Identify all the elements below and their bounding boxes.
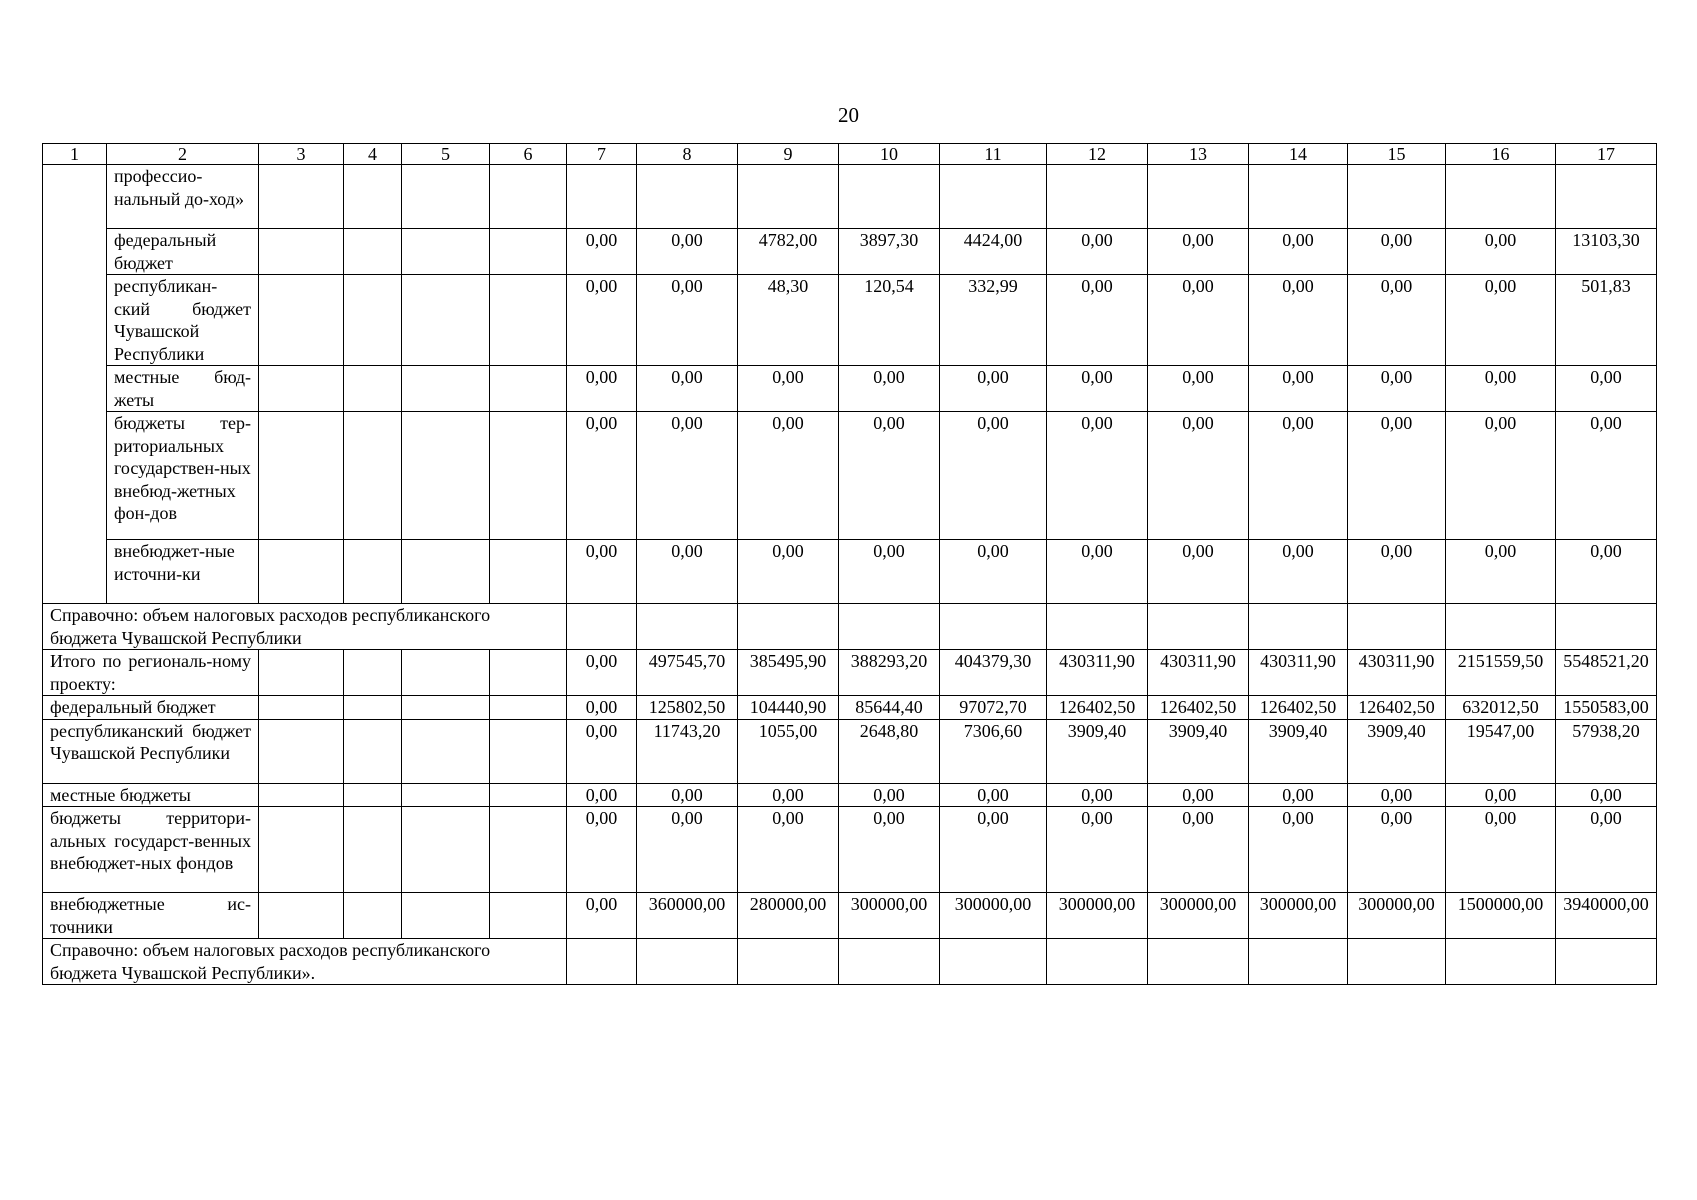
value-cell: 0,00: [1348, 366, 1446, 412]
value-cell: 0,00: [1148, 807, 1249, 893]
value-cell: 0,00: [1348, 783, 1446, 807]
value-cell: 0,00: [567, 783, 637, 807]
value-cell: 300000,00: [1047, 893, 1148, 939]
value-cell: 0,00: [1249, 229, 1348, 275]
empty-cell: [344, 696, 402, 720]
empty-cell: [1446, 165, 1556, 229]
value-cell: 0,00: [567, 893, 637, 939]
column-header: 2: [107, 144, 259, 165]
column-header: 6: [490, 144, 567, 165]
empty-cell: [1556, 604, 1657, 650]
empty-cell: [259, 540, 344, 604]
row-label: республикан-ский бюджет Чувашской Республики: [107, 275, 259, 366]
value-cell: 332,99: [940, 275, 1047, 366]
value-cell: 48,30: [738, 275, 839, 366]
column-header: 15: [1348, 144, 1446, 165]
empty-cell: [839, 604, 940, 650]
value-cell: 0,00: [839, 366, 940, 412]
empty-cell: [567, 604, 637, 650]
empty-cell: [402, 783, 490, 807]
value-cell: 0,00: [839, 412, 940, 540]
empty-cell: [738, 604, 839, 650]
value-cell: 3940000,00: [1556, 893, 1657, 939]
total-row: [43, 783, 1657, 807]
column-header: 16: [1446, 144, 1556, 165]
empty-cell: [402, 366, 490, 412]
value-cell: 0,00: [637, 783, 738, 807]
value-cell: 0,00: [1148, 366, 1249, 412]
empty-cell: [490, 783, 567, 807]
empty-cell: [259, 893, 344, 939]
value-cell: 300000,00: [839, 893, 940, 939]
empty-cell: [43, 366, 107, 412]
empty-cell: [344, 229, 402, 275]
value-cell: 360000,00: [637, 893, 738, 939]
empty-cell: [259, 807, 344, 893]
row-label: федеральный бюджет: [43, 696, 259, 720]
empty-cell: [637, 165, 738, 229]
value-cell: 0,00: [567, 412, 637, 540]
value-cell: 0,00: [1148, 275, 1249, 366]
value-cell: 3909,40: [1249, 719, 1348, 783]
empty-cell: [490, 540, 567, 604]
value-cell: 120,54: [839, 275, 940, 366]
empty-cell: [344, 412, 402, 540]
empty-cell: [402, 719, 490, 783]
row-label: федеральный бюджет: [107, 229, 259, 275]
value-cell: 5548521,20: [1556, 650, 1657, 696]
value-cell: 0,00: [637, 412, 738, 540]
column-header: 8: [637, 144, 738, 165]
empty-cell: [43, 165, 107, 229]
empty-cell: [567, 165, 637, 229]
value-cell: 0,00: [1446, 366, 1556, 412]
empty-cell: [402, 650, 490, 696]
empty-cell: [43, 229, 107, 275]
value-cell: 0,00: [1446, 275, 1556, 366]
value-cell: 4424,00: [940, 229, 1047, 275]
value-cell: 3909,40: [1047, 719, 1148, 783]
value-cell: 0,00: [567, 540, 637, 604]
value-cell: 126402,50: [1047, 696, 1148, 720]
reference-row: [43, 939, 1657, 985]
value-cell: 0,00: [1249, 783, 1348, 807]
value-cell: 0,00: [1348, 275, 1446, 366]
value-cell: 0,00: [1148, 540, 1249, 604]
value-cell: 430311,90: [1047, 650, 1148, 696]
empty-cell: [940, 165, 1047, 229]
value-cell: 3897,30: [839, 229, 940, 275]
empty-cell: [490, 412, 567, 540]
table-row: [43, 275, 1657, 366]
value-cell: 0,00: [1047, 229, 1148, 275]
empty-cell: [344, 275, 402, 366]
empty-cell: [1249, 165, 1348, 229]
empty-cell: [259, 696, 344, 720]
value-cell: 0,00: [1249, 412, 1348, 540]
value-cell: 11743,20: [637, 719, 738, 783]
value-cell: 125802,50: [637, 696, 738, 720]
column-number-row: [43, 144, 1657, 165]
value-cell: 0,00: [738, 412, 839, 540]
total-row: [43, 807, 1657, 893]
row-label: бюджеты территори-альных государст-венных внебюджет-ных фондов: [43, 807, 259, 893]
total-row: [43, 893, 1657, 939]
empty-cell: [1348, 939, 1446, 985]
table-row: [43, 165, 1657, 229]
empty-cell: [259, 229, 344, 275]
total-row: [43, 696, 1657, 720]
row-label: Итого по региональ-ному проекту:: [43, 650, 259, 696]
value-cell: 0,00: [738, 540, 839, 604]
value-cell: 0,00: [1047, 807, 1148, 893]
empty-cell: [1556, 939, 1657, 985]
value-cell: 126402,50: [1148, 696, 1249, 720]
value-cell: 85644,40: [839, 696, 940, 720]
empty-cell: [402, 807, 490, 893]
empty-cell: [344, 893, 402, 939]
value-cell: 0,00: [1249, 275, 1348, 366]
value-cell: 0,00: [1348, 807, 1446, 893]
table-row: [43, 540, 1657, 604]
budget-table: [42, 143, 1657, 985]
empty-cell: [344, 366, 402, 412]
empty-cell: [1148, 604, 1249, 650]
value-cell: 0,00: [1556, 783, 1657, 807]
value-cell: 19547,00: [1446, 719, 1556, 783]
value-cell: 280000,00: [738, 893, 839, 939]
value-cell: 300000,00: [940, 893, 1047, 939]
column-header: 13: [1148, 144, 1249, 165]
value-cell: 0,00: [1556, 540, 1657, 604]
table-row: [43, 412, 1657, 540]
empty-cell: [43, 275, 107, 366]
empty-cell: [839, 939, 940, 985]
column-header: 17: [1556, 144, 1657, 165]
empty-cell: [259, 366, 344, 412]
empty-cell: [43, 540, 107, 604]
empty-cell: [344, 719, 402, 783]
row-label: профессио-нальный до-ход»: [107, 165, 259, 229]
empty-cell: [259, 275, 344, 366]
empty-cell: [259, 165, 344, 229]
empty-cell: [402, 165, 490, 229]
value-cell: 0,00: [1047, 783, 1148, 807]
value-cell: 0,00: [1148, 229, 1249, 275]
empty-cell: [402, 275, 490, 366]
value-cell: 0,00: [1446, 229, 1556, 275]
value-cell: 0,00: [1446, 540, 1556, 604]
value-cell: 2151559,50: [1446, 650, 1556, 696]
value-cell: 0,00: [637, 229, 738, 275]
value-cell: 3909,40: [1148, 719, 1249, 783]
empty-cell: [490, 229, 567, 275]
empty-cell: [490, 893, 567, 939]
column-header: 11: [940, 144, 1047, 165]
value-cell: 0,00: [1348, 412, 1446, 540]
column-header: 12: [1047, 144, 1148, 165]
empty-cell: [1249, 604, 1348, 650]
empty-cell: [1047, 165, 1148, 229]
empty-cell: [402, 893, 490, 939]
value-cell: 0,00: [1249, 540, 1348, 604]
empty-cell: [43, 412, 107, 540]
row-label: местные бюд-жеты: [107, 366, 259, 412]
empty-cell: [1348, 604, 1446, 650]
empty-cell: [839, 165, 940, 229]
value-cell: 0,00: [1348, 540, 1446, 604]
empty-cell: [490, 807, 567, 893]
reference-label: Справочно: объем налоговых расходов республиканского бюджета Чувашской Республики».: [43, 939, 567, 985]
empty-cell: [637, 939, 738, 985]
empty-cell: [1348, 165, 1446, 229]
value-cell: 0,00: [839, 807, 940, 893]
empty-cell: [344, 783, 402, 807]
row-label: внебюджет-ные источни-ки: [107, 540, 259, 604]
empty-cell: [402, 229, 490, 275]
value-cell: 0,00: [1249, 807, 1348, 893]
value-cell: 0,00: [738, 366, 839, 412]
value-cell: 0,00: [738, 807, 839, 893]
value-cell: 2648,80: [839, 719, 940, 783]
empty-cell: [1249, 939, 1348, 985]
empty-cell: [1446, 604, 1556, 650]
value-cell: 0,00: [1446, 807, 1556, 893]
total-row: [43, 719, 1657, 783]
value-cell: 0,00: [567, 229, 637, 275]
value-cell: 300000,00: [1348, 893, 1446, 939]
empty-cell: [1148, 939, 1249, 985]
value-cell: 300000,00: [1148, 893, 1249, 939]
empty-cell: [738, 939, 839, 985]
value-cell: 0,00: [940, 540, 1047, 604]
empty-cell: [259, 650, 344, 696]
value-cell: 57938,20: [1556, 719, 1657, 783]
empty-cell: [259, 719, 344, 783]
value-cell: 126402,50: [1348, 696, 1446, 720]
value-cell: 404379,30: [940, 650, 1047, 696]
value-cell: 0,00: [567, 650, 637, 696]
value-cell: 0,00: [839, 783, 940, 807]
value-cell: 497545,70: [637, 650, 738, 696]
reference-label: Справочно: объем налоговых расходов республиканского бюджета Чувашской Республики: [43, 604, 567, 650]
empty-cell: [1556, 165, 1657, 229]
value-cell: 104440,90: [738, 696, 839, 720]
value-cell: 0,00: [1556, 412, 1657, 540]
row-label: местные бюджеты: [43, 783, 259, 807]
column-header: 4: [344, 144, 402, 165]
page-number: 20: [838, 103, 859, 127]
value-cell: 0,00: [1556, 366, 1657, 412]
row-label: внебюджетные ис-точники: [43, 893, 259, 939]
column-header: 9: [738, 144, 839, 165]
column-header: 7: [567, 144, 637, 165]
empty-cell: [259, 783, 344, 807]
column-header: 14: [1249, 144, 1348, 165]
value-cell: 430311,90: [1348, 650, 1446, 696]
value-cell: 0,00: [567, 719, 637, 783]
value-cell: 0,00: [567, 366, 637, 412]
empty-cell: [490, 366, 567, 412]
row-label: республиканский бюджет Чувашской Республики: [43, 719, 259, 783]
value-cell: 0,00: [567, 807, 637, 893]
empty-cell: [1047, 604, 1148, 650]
value-cell: 0,00: [1348, 229, 1446, 275]
empty-cell: [490, 719, 567, 783]
value-cell: 0,00: [567, 275, 637, 366]
empty-cell: [1148, 165, 1249, 229]
empty-cell: [402, 696, 490, 720]
value-cell: 0,00: [940, 807, 1047, 893]
value-cell: 0,00: [1148, 412, 1249, 540]
empty-cell: [344, 650, 402, 696]
value-cell: 0,00: [940, 783, 1047, 807]
empty-cell: [344, 540, 402, 604]
reference-row: [43, 604, 1657, 650]
table-row: [43, 229, 1657, 275]
empty-cell: [940, 604, 1047, 650]
value-cell: 0,00: [839, 540, 940, 604]
value-cell: 632012,50: [1446, 696, 1556, 720]
value-cell: 388293,20: [839, 650, 940, 696]
value-cell: 0,00: [567, 696, 637, 720]
value-cell: 126402,50: [1249, 696, 1348, 720]
value-cell: 1500000,00: [1446, 893, 1556, 939]
empty-cell: [490, 696, 567, 720]
value-cell: 430311,90: [1148, 650, 1249, 696]
value-cell: 0,00: [1249, 366, 1348, 412]
value-cell: 13103,30: [1556, 229, 1657, 275]
value-cell: 430311,90: [1249, 650, 1348, 696]
empty-cell: [402, 540, 490, 604]
value-cell: 97072,70: [940, 696, 1047, 720]
total-row: [43, 650, 1657, 696]
empty-cell: [344, 807, 402, 893]
empty-cell: [637, 604, 738, 650]
empty-cell: [567, 939, 637, 985]
empty-cell: [1446, 939, 1556, 985]
empty-cell: [940, 939, 1047, 985]
value-cell: 0,00: [1047, 366, 1148, 412]
value-cell: 0,00: [1148, 783, 1249, 807]
value-cell: 0,00: [1446, 412, 1556, 540]
value-cell: 0,00: [1047, 540, 1148, 604]
empty-cell: [490, 650, 567, 696]
value-cell: 0,00: [940, 412, 1047, 540]
empty-cell: [1047, 939, 1148, 985]
value-cell: 1550583,00: [1556, 696, 1657, 720]
value-cell: 0,00: [637, 275, 738, 366]
column-header: 1: [43, 144, 107, 165]
value-cell: 7306,60: [940, 719, 1047, 783]
empty-cell: [490, 165, 567, 229]
empty-cell: [259, 412, 344, 540]
value-cell: 0,00: [637, 540, 738, 604]
row-label: бюджеты тер-риториальных государствен-ных внебюд-жетных фон-дов: [107, 412, 259, 540]
empty-cell: [344, 165, 402, 229]
value-cell: 1055,00: [738, 719, 839, 783]
value-cell: 0,00: [1446, 783, 1556, 807]
value-cell: 4782,00: [738, 229, 839, 275]
value-cell: 0,00: [637, 807, 738, 893]
column-header: 3: [259, 144, 344, 165]
value-cell: 0,00: [738, 783, 839, 807]
table-row: [43, 366, 1657, 412]
empty-cell: [738, 165, 839, 229]
column-header: 10: [839, 144, 940, 165]
value-cell: 0,00: [1556, 807, 1657, 893]
column-header: 5: [402, 144, 490, 165]
value-cell: 0,00: [1047, 275, 1148, 366]
value-cell: 0,00: [1047, 412, 1148, 540]
value-cell: 0,00: [637, 366, 738, 412]
value-cell: 0,00: [940, 366, 1047, 412]
value-cell: 3909,40: [1348, 719, 1446, 783]
value-cell: 300000,00: [1249, 893, 1348, 939]
value-cell: 385495,90: [738, 650, 839, 696]
empty-cell: [402, 412, 490, 540]
value-cell: 501,83: [1556, 275, 1657, 366]
empty-cell: [490, 275, 567, 366]
